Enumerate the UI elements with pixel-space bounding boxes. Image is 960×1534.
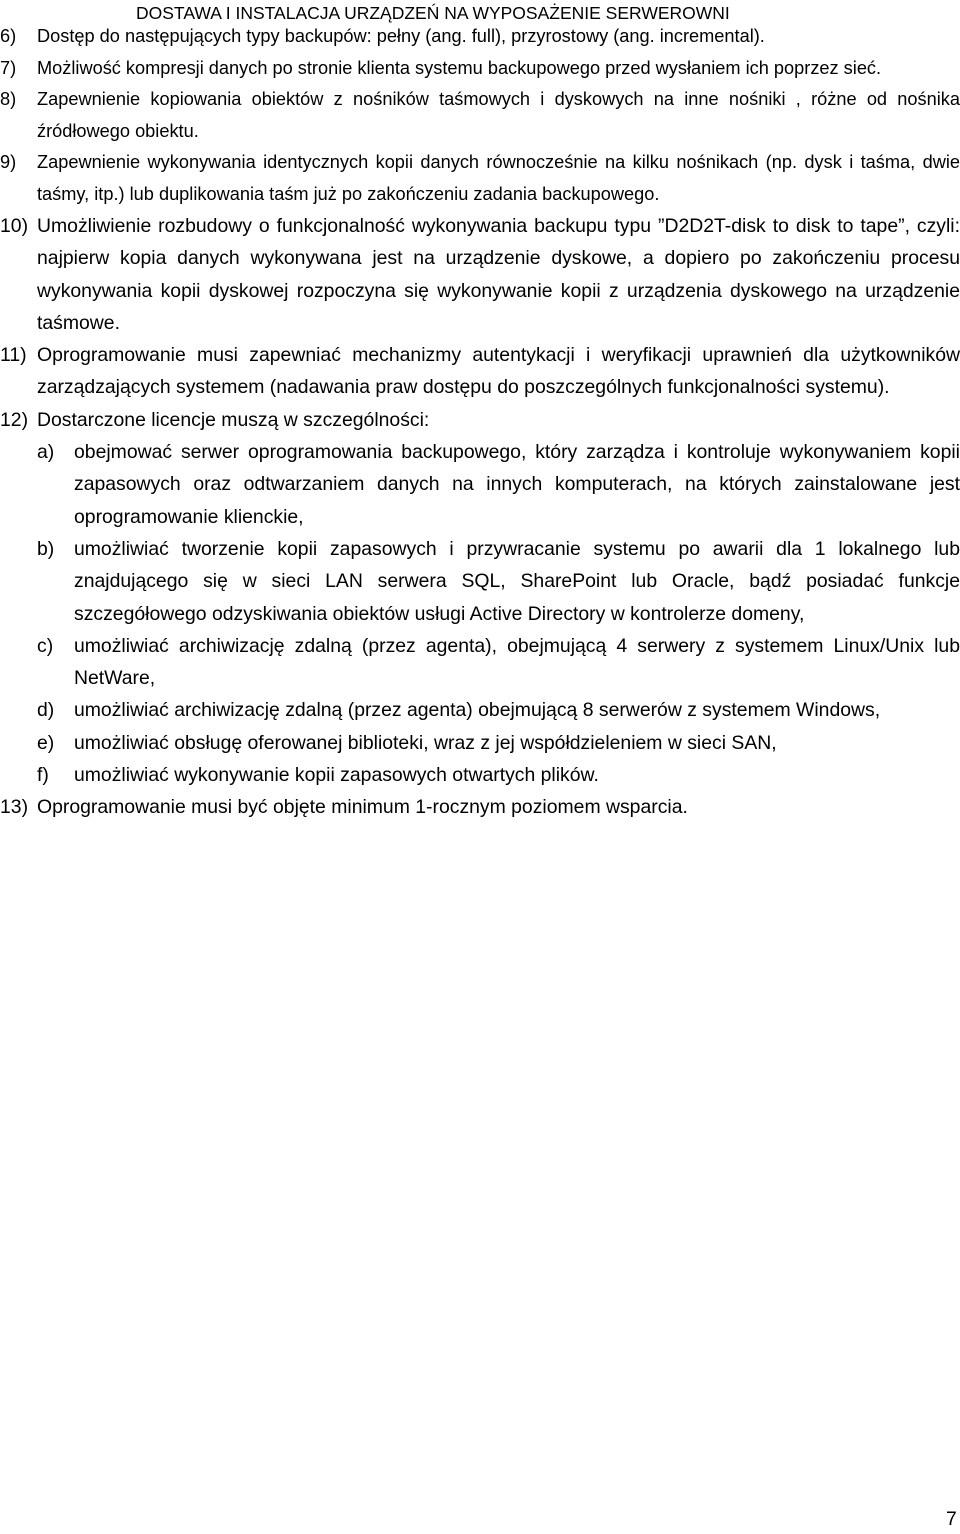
sub-item-letter: b)	[37, 537, 55, 560]
list-item-8	[0, 84, 960, 147]
list-item-13	[0, 791, 960, 823]
sub-item-letter: e)	[37, 731, 55, 754]
item-text: Zapewnienie wykonywania identycznych kopii danych równocześnie na kilku nośnikach (np. dysk i taśma, dwie taśmy, itp.) lub duplikowania taśm już po zakończeniu zadania backupowego.	[37, 152, 960, 204]
sub-item-text: umożliwiać archiwizację zdalną (przez agenta), obejmującą 4 serwery z systemem Linux/Unix lub NetWare,	[74, 634, 960, 690]
sub-item-letter: f)	[37, 764, 49, 787]
item-text: Umożliwienie rozbudowy o funkcjonalność wykonywania backupu typu ”D2D2T-disk to disk to tape”, czyli: najpierw kopia danych wykonywana jest na urządzenie dyskowe, a dopiero po zakończeniu procesu wykonywania kopii dyskowej rozpoczyna się wykonywanie kopii z urządzenia dyskowego na urządzenie taśmowe.	[37, 215, 960, 334]
list-item-9	[0, 147, 960, 210]
item-number: 6)	[0, 26, 17, 46]
item-number: 7)	[0, 57, 17, 78]
sub-item-f	[0, 759, 960, 791]
item-number: 9)	[0, 152, 17, 172]
sub-item-d	[0, 694, 960, 726]
sub-item-c	[0, 630, 960, 695]
sub-item-text: umożliwiać archiwizację zdalną (przez agenta) obejmującą 8 serwerów z systemem Windows,	[74, 699, 881, 722]
sub-item-letter: c)	[37, 634, 54, 657]
sub-item-text: umożliwiać tworzenie kopii zapasowych i przywracanie systemu po awarii dla 1 lokalnego lub znajdującego się w sieci LAN serwera SQL, SharePoint lub Oracle, bądź posiadać funkcje szczegółowego odzyskiwania obiektów usługi Active Directory w kontrolerze domeny,	[74, 537, 960, 625]
sub-item-letter: a)	[37, 441, 55, 464]
item-text: Dostęp do następujących typy backupów: pełny (ang. full), przyrostowy (ang. incremental).	[37, 26, 765, 46]
item-text: Oprogramowanie musi być objęte minimum 1-rocznym poziomem wsparcia.	[37, 796, 688, 819]
item-text: Dostarczone licencje muszą w szczególności:	[37, 408, 430, 431]
list-item-11	[0, 339, 960, 404]
page-number: 7	[946, 1508, 957, 1530]
item-number: 12)	[0, 408, 29, 431]
sub-item-b	[0, 533, 960, 630]
sub-item-text: obejmować serwer oprogramowania backupowego, który zarządza i kontroluje wykonywaniem kopii zapasowych oraz odtwarzaniem danych na innych komputerach, na których zainstalowane jest oprogramowanie klienckie,	[74, 441, 960, 528]
item-number: 8)	[0, 89, 17, 109]
item-text: Zapewnienie kopiowania obiektów z nośników taśmowych i dyskowych na inne nośniki , różne od nośnika źródłowego obiektu.	[37, 89, 960, 141]
list-item-7	[0, 53, 960, 85]
list-item-12	[0, 404, 960, 436]
item-number: 11)	[0, 344, 27, 367]
list-item-10	[0, 210, 960, 339]
item-text: Możliwość kompresji danych po stronie klienta systemu backupowego przed wysłaniem ich poprzez sieć.	[37, 57, 882, 78]
list-item-6	[0, 21, 960, 53]
document-body	[0, 21, 960, 824]
item-number: 13)	[0, 796, 29, 819]
item-number: 10)	[0, 215, 29, 237]
sub-item-a	[0, 436, 960, 533]
sub-item-e	[0, 727, 960, 759]
sub-item-text: umożliwiać obsługę oferowanej biblioteki, wraz z jej współdzieleniem w sieci SAN,	[74, 731, 777, 754]
item-text: Oprogramowanie musi zapewniać mechanizmy autentykacji i weryfikacji uprawnień dla użytkowników zarządzających systemem (nadawania praw dostępu do poszczególnych funkcjonalności systemu).	[37, 344, 960, 399]
page-header: DOSTAWA I INSTALACJA URZĄDZEŃ NA WYPOSAŻENIE SERWEROWNI	[136, 3, 730, 23]
sub-item-letter: d)	[37, 699, 55, 722]
sub-item-text: umożliwiać wykonywanie kopii zapasowych otwartych plików.	[74, 764, 599, 787]
